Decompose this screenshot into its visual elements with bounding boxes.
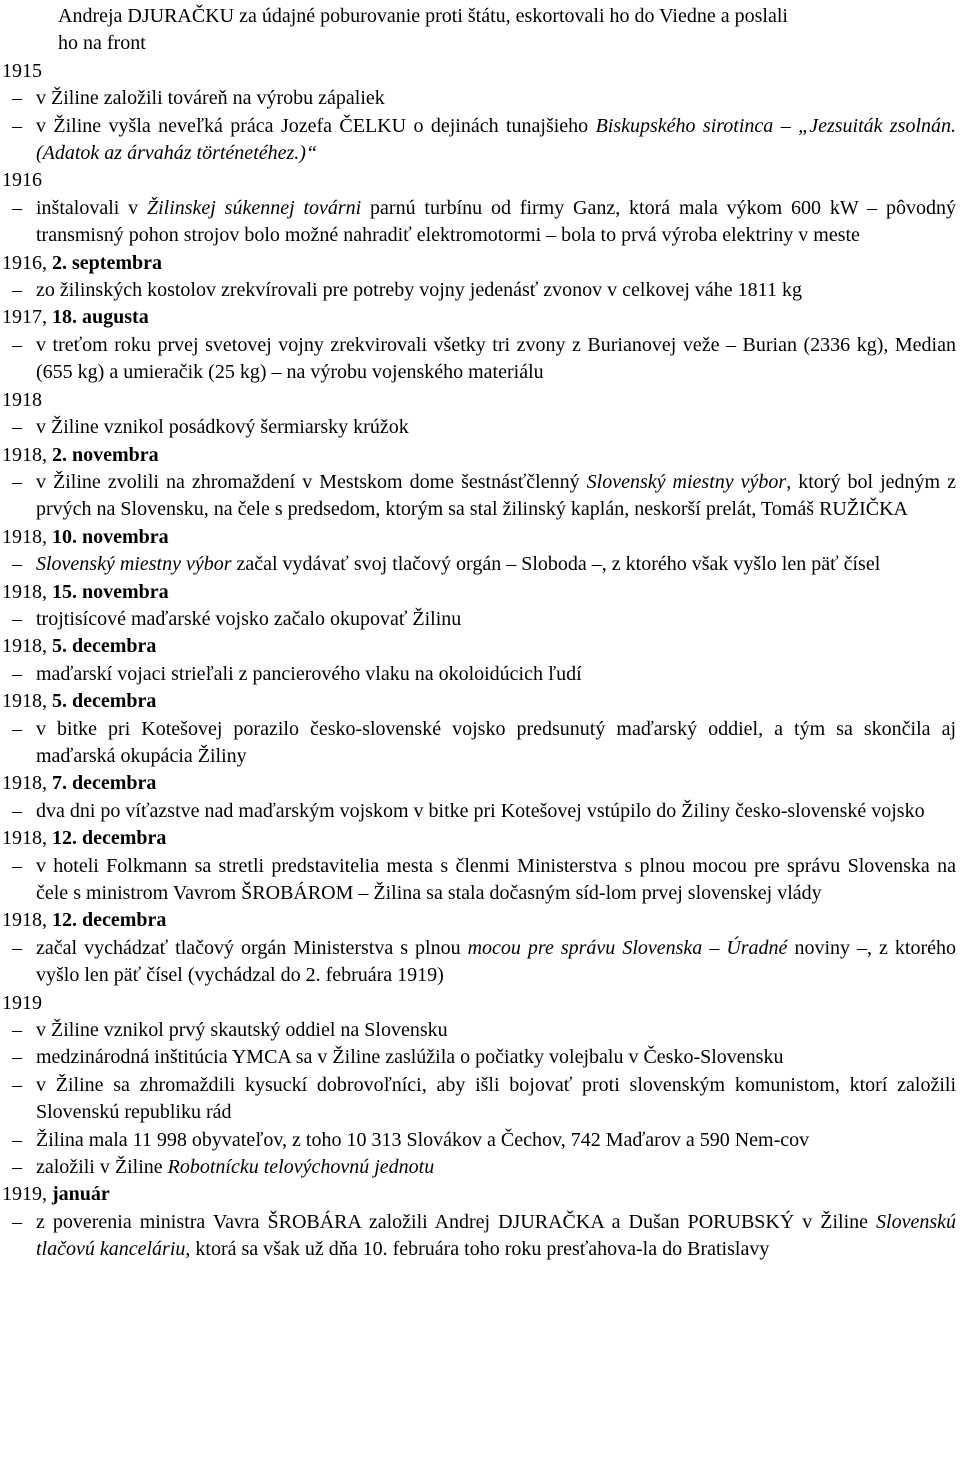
year-heading [0,770,956,797]
italic-title: Biskupského sirotinca [595,114,781,137]
entry-text: v Žiline sa zhromaždili kysuckí dobrovoľníci, aby išli bojovať proti slovenským komunistom, ktorí založili Slovenskú republiku rád [36,1073,956,1124]
year-heading [0,250,956,277]
chronology-timeline [0,58,956,1264]
year-heading [0,167,956,194]
lead-paragraph [0,3,956,58]
timeline-entry [0,195,956,250]
year-heading [0,633,956,660]
date-year: 1918, [2,525,52,548]
date-day: 2. septembra [52,251,162,274]
dash-marker: – [12,1046,22,1069]
timeline-entry [0,1127,956,1154]
entry-text: trojtisícové maďarské vojsko začalo okupovať Žilinu [36,607,462,630]
timeline-entry [0,277,956,304]
year-heading [0,579,956,606]
entry-text: z poverenia ministra Vavra ŠROBÁRA založili Andrej DJURAČKA a Dušan PORUBSKÝ v Žiline Slovenskú tlačovú kanceláriu, ktorá sa však už dňa 10. februára toho roku presťahova-la do Bratislavy [36,1210,956,1261]
date-year: 1919, [2,1183,52,1206]
entry-text: inštalovali v Žilinskej súkennej továrni parnú turbínu od firmy Ganz, ktorá mala výkom 600 kW – pôvodný transmisný pohon strojov bolo možné nahradiť elektromotormi – bola to prvá výroba elektriny v meste [36,196,956,247]
dash-marker: – [12,662,22,685]
dash-marker: – [12,607,22,630]
entry-text: v hoteli Folkmann sa stretli predstavitelia mesta s členmi Ministerstva s plnou mocou pre správu Slovenska na čele s ministrom Vavrom ŠROBÁROM – Žilina sa stala dočasným síd-lom prvej slovenskej vlády [36,854,956,904]
entry-text: založili v Žiline Robotnícku telovýchovnú jednotu [36,1156,435,1179]
dash-marker: – [12,717,22,740]
year-heading [0,58,956,85]
date-year: 1918, [2,580,52,603]
date-day: 5. decembra [52,635,157,658]
date-text: 1918 [2,388,42,411]
timeline-entry [0,1017,956,1044]
date-year: 1916, [2,251,52,274]
entry-text: maďarskí vojaci strieľali z pancierového vlaku na okoloidúcich ľudí [36,662,582,685]
italic-title: Slovenský miestny výbor [586,470,787,493]
timeline-entry [0,551,956,578]
year-heading [0,688,956,715]
dash-marker: – [12,936,22,959]
entry-text: v Žiline vyšla neveľká práca Jozefa ČELKU o dejinách tunajšieho Biskupského sirotinca – „Jezsuiták zsolnán. (Adatok az árvaház történetéhez.)“ [36,114,957,165]
entry-text: v Žiline vznikol posádkový šermiarsky krúžok [36,416,409,439]
year-heading [0,825,956,852]
dash-marker: – [12,1073,22,1096]
lead-line: Andreja DJURAČKU za údajné poburovanie proti štátu, eskortovali ho do Viedne a poslali [58,5,788,27]
year-heading [0,990,956,1017]
timeline-entry [0,798,956,825]
dash-marker: – [12,114,22,137]
dash-marker: – [12,854,22,877]
italic-title: Úradné [726,936,788,959]
date-day: 12. decembra [52,827,167,850]
date-day: 10. novembra [52,525,169,548]
entry-text: v treťom roku prvej svetovej vojny zrekvirovali všetky tri zvony z Burianovej veže – Burian (2336 kg), Median (655 kg) a umieračik (25 kg) – na výrobu vojenského materiálu [36,333,956,384]
entry-text: medzinárodná inštitúcia YMCA sa v Žiline zaslúžila o počiatky volejbalu v Česko-Slovensku [36,1046,784,1069]
timeline-entry [0,414,956,441]
year-heading [0,304,956,331]
date-text: 1916 [2,169,42,192]
entry-text: dva dni po víťazstve nad maďarským vojskom v bitke pri Kotešovej vstúpilo do Žiliny česko-slovenské vojsko [36,799,925,822]
date-year: 1918, [2,443,52,466]
dash-marker: – [12,1210,22,1233]
timeline-entry [0,469,956,524]
date-day: 7. decembra [52,772,157,795]
date-year: 1918, [2,827,52,850]
italic-title: Slovenský miestny výbor [36,553,232,576]
document-page [0,3,956,1264]
timeline-entry [0,716,956,771]
dash-marker: – [12,1156,22,1179]
date-day: 18. augusta [52,306,149,329]
dash-marker: – [12,799,22,822]
dash-marker: – [12,416,22,439]
entry-text: v Žiline založili továreň na výrobu zápaliek [36,87,385,110]
timeline-entry [0,853,956,908]
year-heading [0,387,956,414]
entry-text: v Žiline zvolili na zhromaždení v Mestskom dome šestnásťčlenný Slovenský miestny výbor, ktorý bol jedným z prvých na Slovensku, na čele s predsedom, ktorým sa stal žilinský kaplán, neskorší prelát, Tomáš RUŽIČKA [36,470,957,521]
lead-line: ho na front [58,32,146,55]
entry-text: zo žilinských kostolov zrekvírovali pre potreby vojny jedenásť zvonov v celkovej váhe 1811 kg [36,279,802,302]
entry-text: v Žiline vznikol prvý skautský oddiel na Slovensku [36,1019,448,1042]
entry-text: Slovenský miestny výbor začal vydávať svoj tlačový orgán – Sloboda –, z ktorého však vyšlo len päť čísel [36,553,881,576]
date-year: 1918, [2,772,52,795]
timeline-entry [0,1209,956,1264]
year-heading [0,907,956,934]
dash-marker: – [12,87,22,110]
dash-marker: – [12,1019,22,1042]
italic-title: mocou pre správu Slovenska [467,936,703,959]
date-year: 1918, [2,635,52,658]
italic-title: Žilinskej súkennej továrni [146,196,362,219]
italic-title: „Jezsuiták zsolnán. (Adatok az árvaház történetéhez.)“ [36,114,957,165]
entry-text: v bitke pri Kotešovej porazilo česko-slovenské vojsko predsunutý maďarský oddiel, a tým sa skončila aj maďarská okupácia Žiliny [36,717,956,767]
entry-text: začal vychádzať tlačový orgán Ministerstva s plnou mocou pre správu Slovenska – Úradné noviny –, z ktorého vyšlo len päť čísel (vychádzal do 2. februára 1919) [36,936,957,987]
date-day: 12. decembra [52,909,167,932]
timeline-entry [0,1154,956,1181]
dash-marker: – [12,196,22,219]
date-day: január [52,1183,110,1206]
italic-title: Slovenskú tlačovú kanceláriu [36,1210,956,1261]
entry-text: Žilina mala 11 998 obyvateľov, z toho 10 313 Slovákov a Čechov, 742 Maďarov a 590 Nem-cov [36,1128,810,1151]
timeline-entry [0,1072,956,1127]
timeline-entry [0,661,956,688]
year-heading [0,1181,956,1208]
date-year: 1918, [2,690,52,713]
timeline-entry [0,1044,956,1071]
dash-marker: – [12,279,22,302]
timeline-entry [0,332,956,387]
timeline-entry [0,606,956,633]
dash-marker: – [12,333,22,356]
date-year: 1917, [2,306,52,329]
dash-marker: – [12,470,22,493]
year-heading [0,524,956,551]
date-day: 2. novembra [52,443,159,466]
year-heading [0,442,956,469]
timeline-entry [0,935,956,990]
dash-marker: – [12,553,22,576]
date-text: 1915 [2,59,42,82]
timeline-entry [0,85,956,112]
dash-marker: – [12,1128,22,1151]
date-day: 5. decembra [52,690,157,713]
italic-title: Robotnícku telovýchovnú jednotu [167,1156,435,1179]
date-day: 15. novembra [52,580,169,603]
timeline-entry [0,113,956,168]
date-year: 1918, [2,909,52,932]
date-text: 1919 [2,991,42,1014]
